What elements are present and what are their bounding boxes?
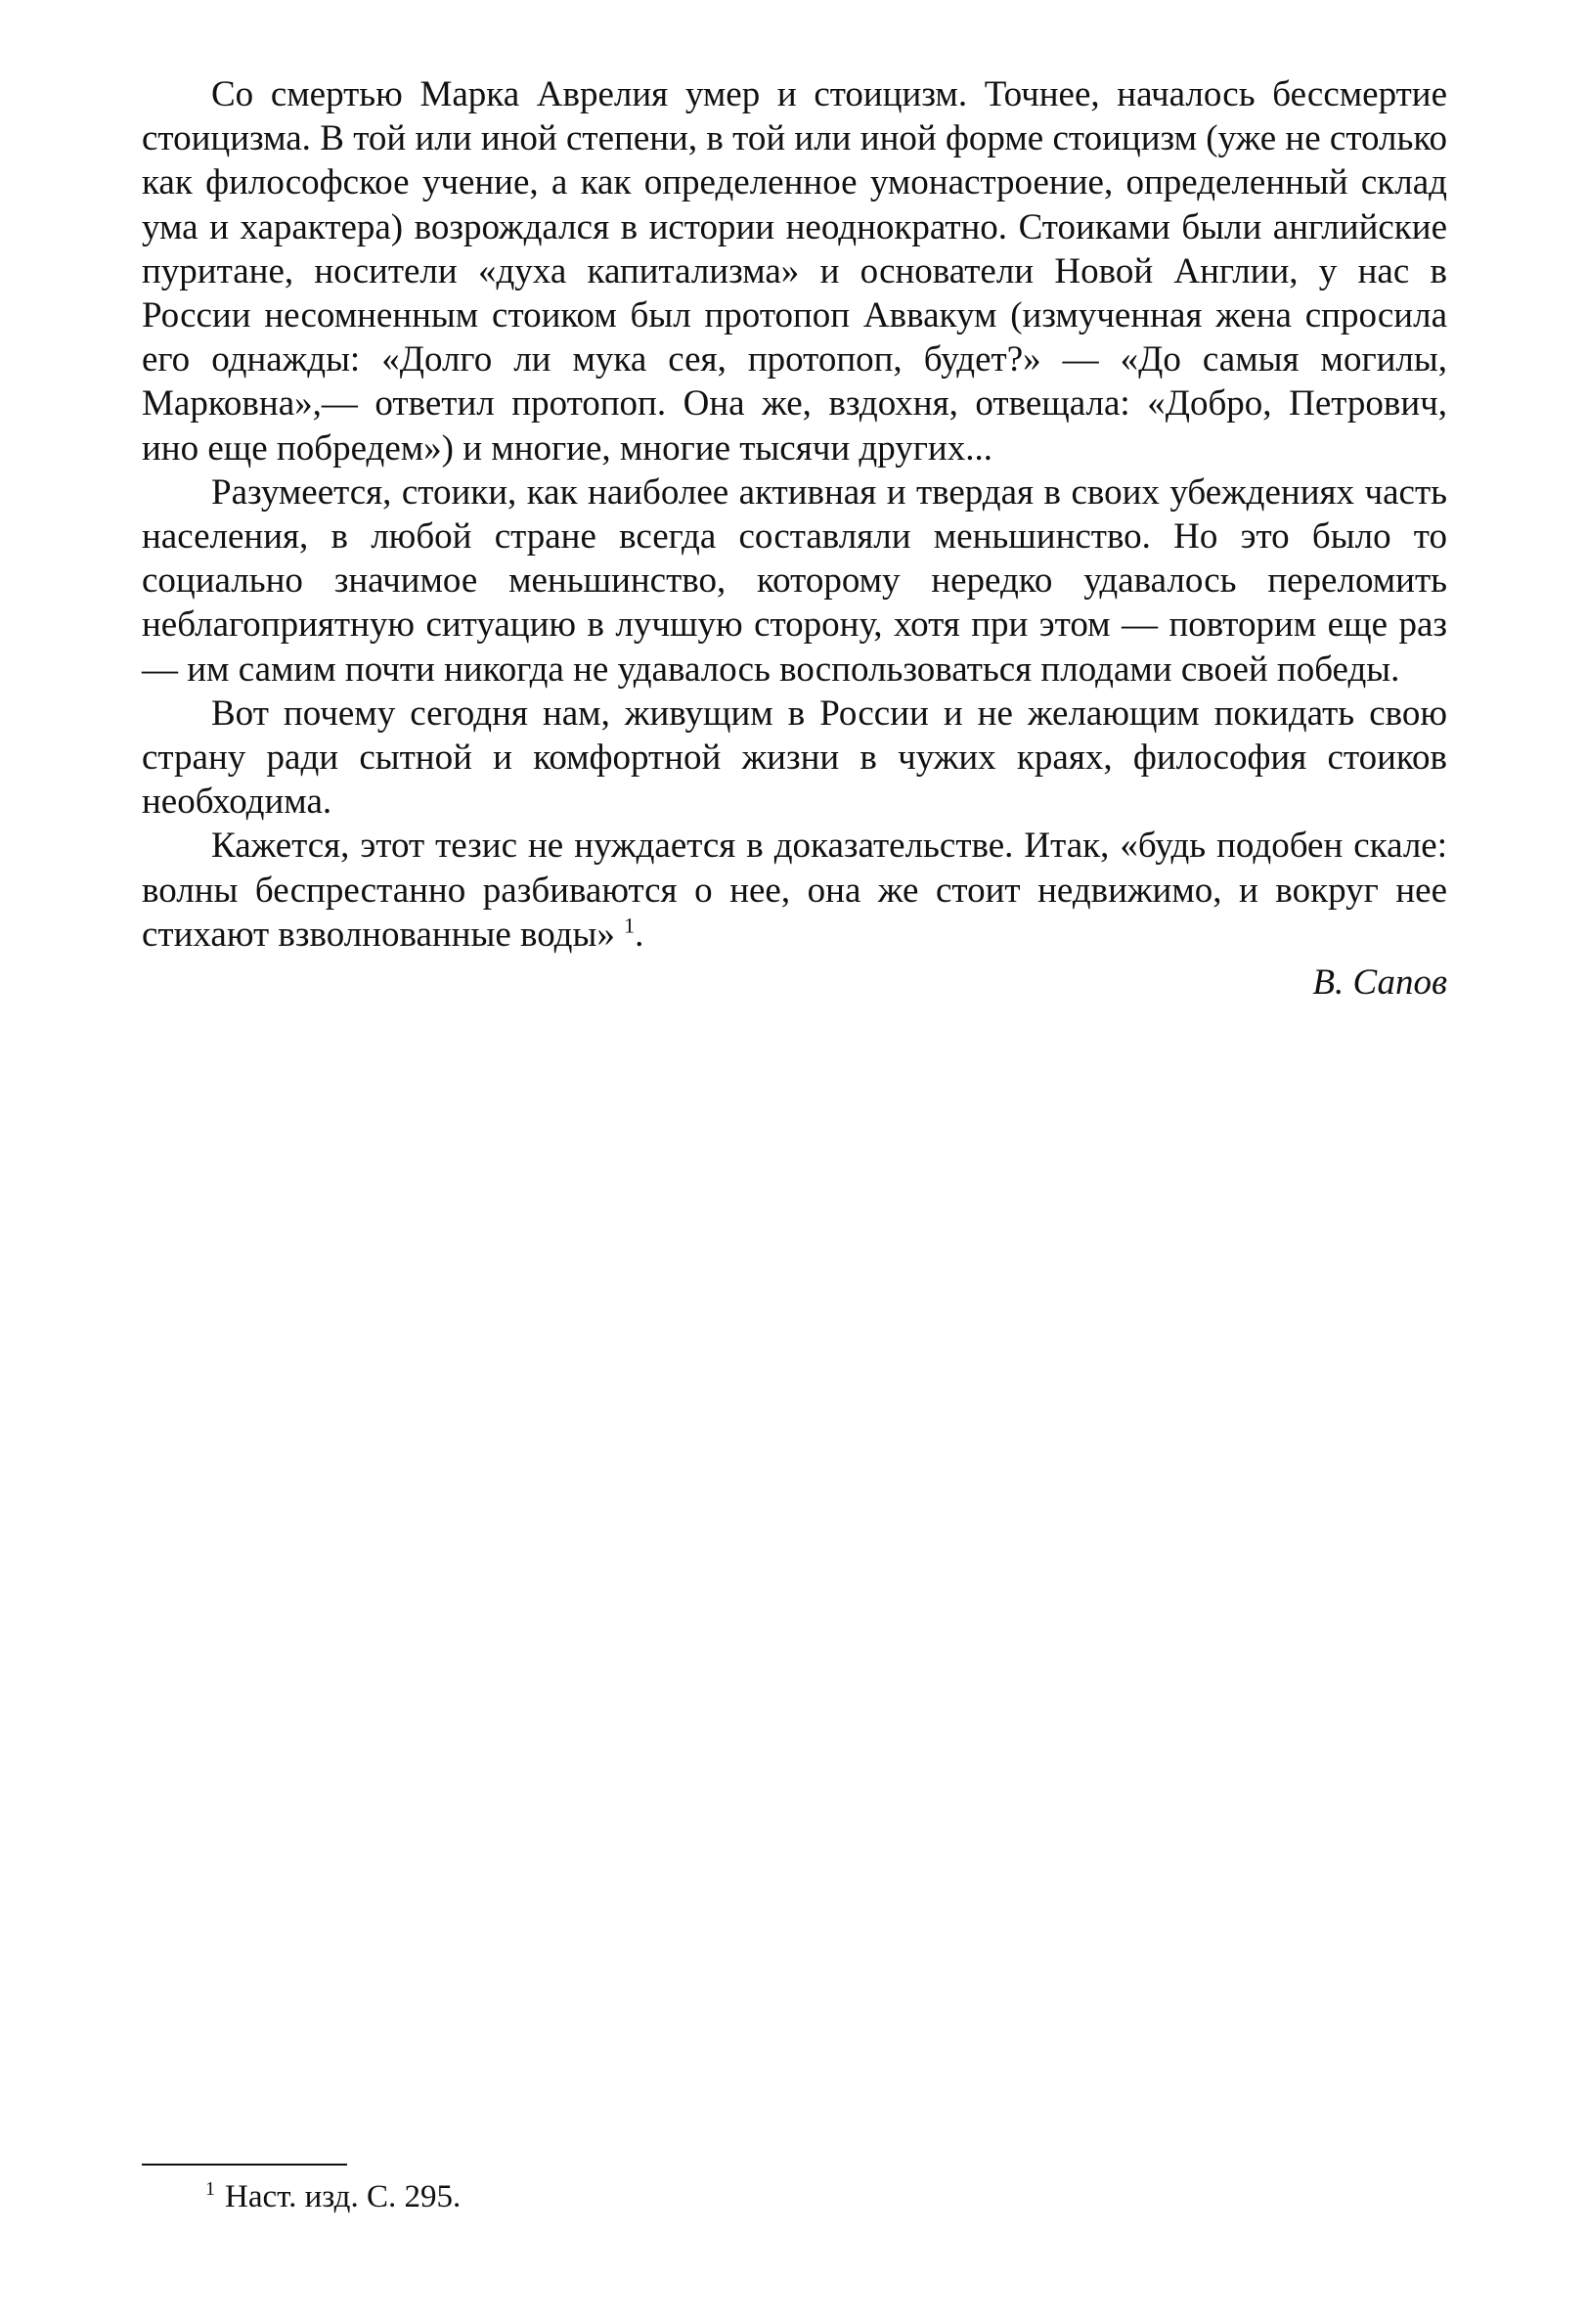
paragraph-closing-quote [142, 824, 1447, 957]
footnote-reference[interactable]: 1 [624, 913, 636, 938]
closing-quote-end: . [635, 914, 644, 955]
closing-quote-text: Кажется, этот тезис не нуждается в доказательстве. Итак, «будь подобен скале: волны беспрестанно разбиваются о нее, она же стоит недвижимо, и вокруг нее стихают взволнованные воды» [142, 826, 1447, 955]
footnote-mark: 1 [205, 2178, 215, 2200]
paragraph-stoicism-history: Со смертью Марка Аврелия умер и стоицизм. Точнее, началось бессмертие стоицизма. В той или иной степени, в той или иной форме стоицизм (уже не столько как философское учение, а как определенное умонастроение, определенный склад ума и характера) возрождался в истории неоднократно. Стоиками были английские пуритане, носители «духа капитализма» и основатели Новой Англии, у нас в России несомненным стоиком был протопоп Аввакум (измученная жена спросила его однажды: «Долго ли мука сея, протопоп, будет?» — «До самыя могилы, Марковна»,— ответил протопоп. Она же, вздохня, отвещала: «Добро, Петрович, ино еще побредем») и многие, многие тысячи других... [142, 74, 1447, 469]
footnote-text: Наст. изд. С. 295. [225, 2179, 462, 2214]
paragraph-why-today: Вот почему сегодня нам, живущим в России и не желающим покидать свою страну ради сытной и комфортной жизни в чужих краях, философия стоиков необходима. [142, 693, 1447, 823]
author-signature: В. Сапов [1312, 962, 1447, 1004]
main-text-block [142, 72, 1447, 1005]
footnote-divider [142, 2164, 347, 2166]
footnote [205, 2177, 461, 2216]
paragraph-stoics-minority: Разумеется, стоики, как наиболее активная и твердая в своих убеждениях часть населения, в любой стране всегда составляли меньшинство. Но это было то социально значимое меньшинство, которому нередко удавалось переломить неблагоприятную ситуацию в лучшую сторону, хотя при этом — повторим еще раз — им самим почти никогда не удавалось воспользоваться плодами своей победы. [142, 471, 1447, 690]
